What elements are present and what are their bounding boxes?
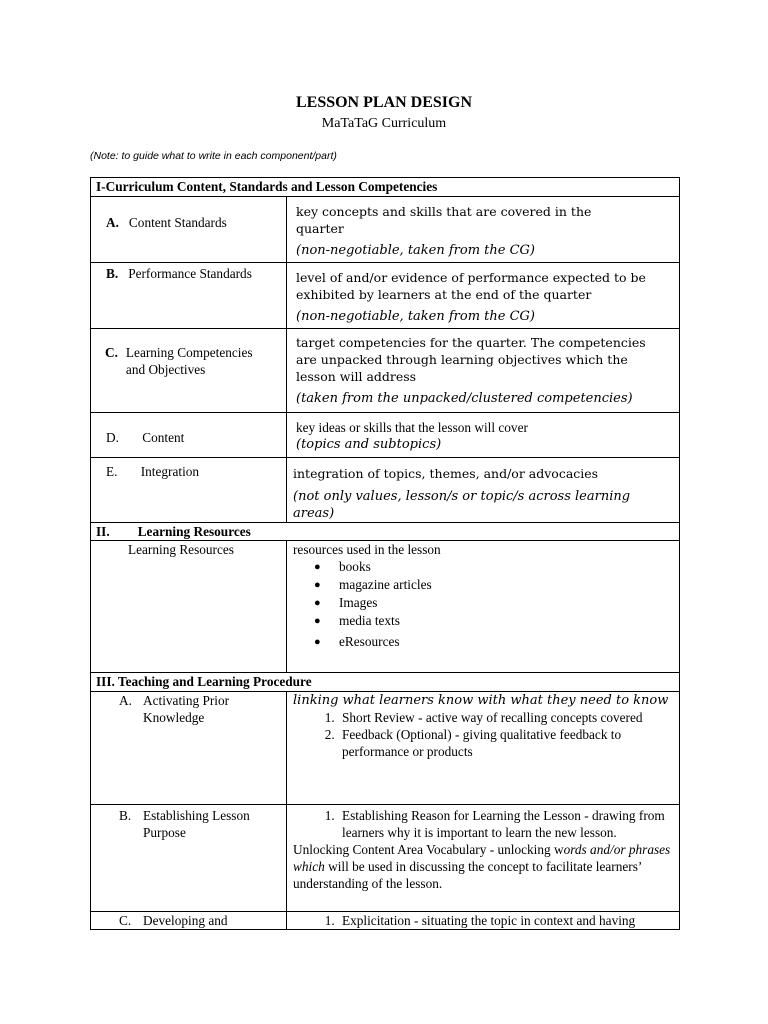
row-label-wrap [119, 692, 281, 726]
list-item: ● books [339, 558, 674, 576]
row-letter: A. [106, 215, 119, 230]
row-label [91, 458, 287, 523]
row-letter: D. [106, 430, 119, 445]
row-description [287, 541, 680, 673]
vocabulary-text-suffix: will be used in discussing the concept to facilitate learners’ understanding of the lesson. [293, 859, 642, 891]
description-hint: (non-negotiable, taken from the CG) [296, 243, 536, 258]
list-item: 1. Establishing Reason for Learning the Lesson - drawing from learners why it is important to learn the new lesson. [338, 807, 674, 841]
description-text: key concepts and skills that are covered in the quarter [296, 204, 592, 236]
lesson-plan-table [90, 177, 680, 930]
description-text: target competencies for the quarter. The competencies are unpacked through learning objectives which the lesson will address [296, 335, 646, 384]
row-letter: A. [119, 693, 132, 708]
row-label-text: Integration [140, 464, 200, 479]
row-letter: B. [106, 266, 119, 281]
description-text: integration of topics, themes, and/or advocacies [293, 466, 599, 481]
row-letter: C. [105, 345, 118, 360]
resource-list [293, 558, 674, 651]
row-description [287, 413, 680, 458]
row-label [91, 263, 287, 329]
row-label-text: Developing and [143, 913, 228, 928]
section-2-number: II. [96, 524, 110, 539]
row-label-text: Performance Standards [128, 266, 252, 281]
procedure-steps [293, 807, 674, 841]
row-description [287, 458, 680, 523]
section-2-title: Learning Resources [137, 524, 251, 539]
row-label-text: Establishing Lesson Purpose [143, 808, 250, 840]
row-label [91, 692, 287, 805]
section-1-header [91, 178, 680, 197]
row-label-wrap [119, 912, 281, 929]
list-item: ● Images [339, 594, 674, 612]
row-label [91, 329, 287, 413]
table-row [91, 805, 680, 912]
table-row [91, 541, 680, 673]
procedure-steps [293, 912, 674, 929]
table-row [91, 413, 680, 458]
table-row [91, 197, 680, 263]
row-label [91, 912, 287, 930]
row-description [287, 263, 680, 329]
row-description [287, 692, 680, 805]
row-label-text: Content [142, 430, 185, 445]
row-label-text: Learning Resources [128, 542, 234, 557]
description-text: level of and/or evidence of performance expected to be exhibited by learners at the end of the quarter [296, 270, 646, 302]
vocabulary-text-prefix: Unlocking Content Area Vocabulary - unlocking w [293, 842, 564, 857]
document-subtitle: MaTaTaG Curriculum [321, 116, 447, 131]
section-1-heading: I-Curriculum Content, Standards and Lesson Competencies [91, 178, 680, 197]
row-description [287, 912, 680, 930]
row-description [287, 197, 680, 263]
row-letter: B. [119, 808, 132, 823]
row-label [91, 541, 287, 673]
row-description [287, 329, 680, 413]
table-row [91, 692, 680, 805]
row-label-text: Activating Prior Knowledge [143, 693, 230, 725]
document-title: LESSON PLAN DESIGN [295, 94, 473, 111]
row-label [91, 197, 287, 263]
list-item: ● media texts [339, 612, 674, 630]
list-item: 1. Short Review - active way of recalling concepts covered [338, 709, 674, 726]
vocabulary-text [293, 841, 674, 892]
row-label-text: Learning Competencies and Objectives [125, 345, 253, 377]
table-row [91, 912, 680, 930]
row-letter: E. [106, 464, 118, 479]
guide-note: (Note: to guide what to write in each component/part) [90, 150, 337, 162]
section-3-header [91, 673, 680, 692]
row-label-wrap [119, 807, 281, 841]
procedure-steps [293, 709, 674, 760]
description-hint: (non-negotiable, taken from the CG) [296, 309, 536, 324]
row-label [91, 805, 287, 912]
description-hint: (taken from the unpacked/clustered competencies) [296, 391, 633, 406]
section-2-heading [91, 523, 680, 541]
table-row [91, 263, 680, 329]
description-hint: linking what learners know with what they need to know [293, 693, 669, 708]
section-2-header [91, 523, 680, 541]
description-text: resources used in the lesson [293, 542, 441, 557]
list-item: ● magazine articles [339, 576, 674, 594]
vocabulary-text-italic: ords and/or phrases which [293, 842, 671, 874]
table-row [91, 329, 680, 413]
description-text: key ideas or skills that the lesson will cover [296, 420, 528, 435]
row-label [91, 413, 287, 458]
row-description [287, 805, 680, 912]
section-3-heading: III. Teaching and Learning Procedure [91, 673, 680, 692]
description-hint: (not only values, lesson/s or topic/s across learning areas) [293, 489, 631, 521]
description-hint: (topics and subtopics) [296, 437, 442, 452]
row-letter: C. [119, 913, 132, 928]
list-item: ● eResources [339, 633, 674, 651]
row-label-text: Content Standards [128, 215, 227, 230]
list-item: 1. Explicitation - situating the topic in context and having [338, 912, 674, 929]
list-item: 2. Feedback (Optional) - giving qualitative feedback to performance or products [338, 726, 674, 760]
table-row [91, 458, 680, 523]
